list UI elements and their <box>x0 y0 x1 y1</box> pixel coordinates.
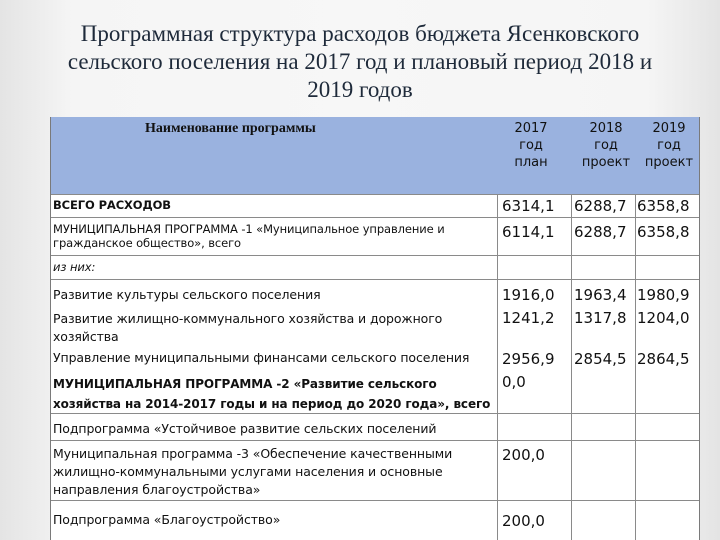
row-housing-2018: 1317,8 <box>574 309 627 327</box>
page-title <box>20 20 700 104</box>
row-total-2019: 6358,8 <box>637 197 690 215</box>
row-culture-2018: 1963,4 <box>574 286 627 304</box>
row-mp2-label <box>53 374 490 414</box>
row-divider <box>51 500 699 501</box>
title-line-2: сельского поселения на 2017 год и плановый период 2018 и <box>67 49 653 74</box>
row-divider <box>51 413 699 414</box>
row-sub-improve-2017: 200,0 <box>502 512 545 530</box>
row-finance-2017: 2956,9 <box>502 350 555 368</box>
header-2019-proekt: проект <box>644 155 694 170</box>
row-mp2-label-line2: хозяйства на 2014-2017 годы и на период до 2020 года», всего <box>53 397 491 411</box>
row-mp3-label-line2: жилищно-коммунальными услугами населения и основные <box>53 464 443 479</box>
column-divider <box>571 194 572 540</box>
row-culture-2017: 1916,0 <box>502 286 555 304</box>
row-mp3-label-line3: направления благоустройства» <box>53 482 261 497</box>
row-mp1-2019: 6358,8 <box>637 223 690 241</box>
row-mp2-2017: 0,0 <box>502 373 526 391</box>
row-sub-improve-label: Подпрограмма «Благоустройство» <box>53 513 281 527</box>
row-mp1-label-line1: МУНИЦИПАЛЬНАЯ ПРОГРАММА -1 «Муниципальное управление и <box>53 222 445 236</box>
row-divider <box>51 279 699 280</box>
table-header <box>51 117 699 194</box>
row-finance-label: Управление муниципальными финансами сельского поселения <box>53 351 470 365</box>
header-2018-proekt: проект <box>581 155 631 170</box>
header-2017-plan: план <box>514 155 548 170</box>
row-mp1-2018: 6288,7 <box>574 223 627 241</box>
header-name: Наименование программы <box>145 121 316 136</box>
row-finance-2018: 2854,5 <box>574 350 627 368</box>
header-2017 <box>501 120 561 171</box>
title-line-3: 2019 годов <box>307 77 413 102</box>
row-mp2-label-line1: МУНИЦИПАЛЬНАЯ ПРОГРАММА -2 «Развитие сельского <box>53 377 437 391</box>
header-2019-year: 2019 <box>652 121 686 136</box>
row-iz-nih-label: из них: <box>53 260 96 274</box>
header-2019 <box>643 120 695 171</box>
row-mp1-label-line2: гражданское общество», всего <box>53 236 241 250</box>
header-2017-year: 2017 <box>514 121 548 136</box>
row-housing-label-line1: Развитие жилищно-коммунального хозяйства и дорожного <box>53 311 443 326</box>
row-mp1-label <box>53 222 445 250</box>
row-housing-2017: 1241,2 <box>502 309 555 327</box>
row-divider <box>51 440 699 441</box>
row-divider <box>51 217 699 218</box>
title-line-1: Программная структура расходов бюджета Ясенковского <box>80 21 640 46</box>
row-mp1-2017: 6114,1 <box>502 223 555 241</box>
column-divider <box>635 194 636 540</box>
row-mp3-label <box>53 445 452 499</box>
row-sub-rural-label: Подпрограмма «Устойчивое развитие сельских поселений <box>53 422 437 436</box>
row-total-label: ВСЕГО РАСХОДОВ <box>53 198 171 212</box>
row-mp3-2017: 200,0 <box>502 446 545 464</box>
header-2018-god: год <box>594 138 618 153</box>
row-mp3-label-line1: Муниципальная программа -3 «Обеспечение качественными <box>53 446 453 461</box>
header-2017-god: год <box>519 138 543 153</box>
row-divider <box>51 255 699 256</box>
row-total-2017: 6314,1 <box>502 197 555 215</box>
header-2018 <box>581 120 631 171</box>
column-divider <box>497 194 498 540</box>
row-finance-2019: 2864,5 <box>637 350 690 368</box>
row-total-2018: 6288,7 <box>574 197 627 215</box>
row-housing-label-line2: хозяйства <box>53 329 119 344</box>
row-culture-label: Развитие культуры сельского поселения <box>53 288 321 302</box>
row-divider <box>51 194 699 195</box>
budget-table <box>50 117 700 540</box>
row-housing-2019: 1204,0 <box>637 309 690 327</box>
row-culture-2019: 1980,9 <box>637 286 690 304</box>
header-2018-year: 2018 <box>589 121 623 136</box>
row-housing-label <box>53 310 442 346</box>
header-2019-god: год <box>657 138 681 153</box>
